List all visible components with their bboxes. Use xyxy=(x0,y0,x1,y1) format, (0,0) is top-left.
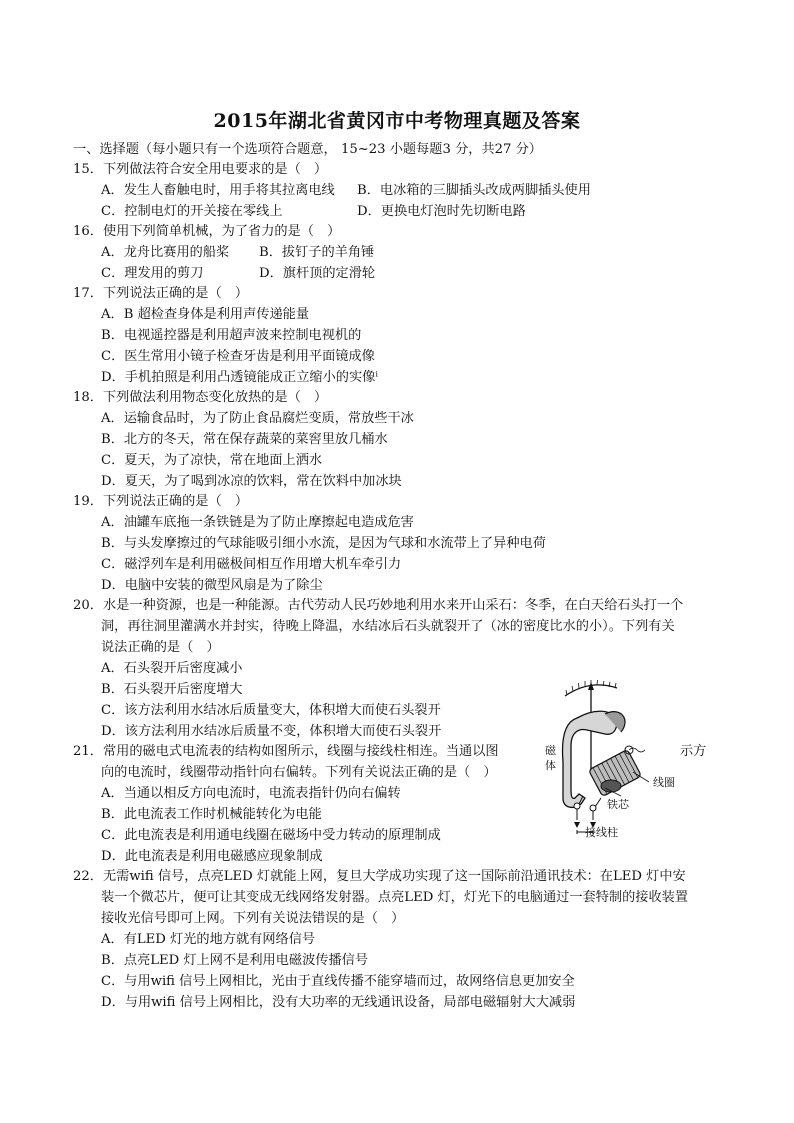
question-19-stem: 19．下列说法正确的是（ ） xyxy=(73,494,249,509)
question-22-option-a: A．有LED 灯光的地方就有网络信号 xyxy=(101,932,316,947)
page-title: 2015年湖北省黄冈市中考物理真题及答案 xyxy=(213,110,581,132)
question-16-stem: 16．使用下列简单机械，为了省力的是（ ） xyxy=(73,224,341,239)
terminal-left xyxy=(574,803,580,809)
question-22-stem-line2: 装一个微芯片，便可让其变成无线网络发射器。点亮LED 灯，灯光下的电脑通过一套特制的接收装置 xyxy=(101,890,689,905)
question-22-option-d: D．与用wifi 信号上网相比，没有大功率的无线通讯设备，局部电磁辐射大大减弱 xyxy=(101,995,576,1010)
question-15-option-c: C．控制电灯的开关接在零线上 xyxy=(101,204,283,219)
question-21-option-d: D．此电流表是利用电磁感应现象制成 xyxy=(101,849,323,864)
question-20-option-a: A．石头裂开后密度减小 xyxy=(101,661,243,676)
question-16-option-b: B．拔钉子的羊角锤 xyxy=(259,245,375,260)
question-17-option-a: A．B 超检查身体是利用声传递能量 xyxy=(101,307,310,322)
question-15-stem: 15．下列做法符合安全用电要求的是（ ） xyxy=(73,162,328,177)
question-15-option-d: D．更换电灯泡时先切断电路 xyxy=(357,204,526,219)
question-22-option-c: C．与用wifi 信号上网相比，光由于直线传播不能穿墙而过，故网络信息更加安全 xyxy=(101,974,575,989)
question-21-stem-line1: 21．常用的磁电式电流表的结构如图所示，线圈与接线柱相连。当通以图 xyxy=(73,744,499,759)
question-17-option-d: D．手机拍照是利用凸透镜能成正立缩小的实像ⁱ xyxy=(101,370,378,385)
terminal-right xyxy=(590,805,596,811)
question-22-option-b: B．点亮LED 灯上网不是利用电磁波传播信号 xyxy=(101,953,369,968)
question-18-option-b: B．北方的冬天，常在保存蔬菜的菜窖里放几桶水 xyxy=(101,432,388,447)
label-magnet: 磁 xyxy=(545,744,556,757)
question-20-stem-line2: 洞，再往洞里灌满水并封实，待晚上降温，水结冰后石头就裂开了（冰的密度比水的小）。下列有关 xyxy=(101,619,675,634)
question-16-option-a: A．龙舟比赛用的船桨 xyxy=(101,245,230,260)
question-15-option-a: A．发生人畜触电时，用手将其拉离电线 xyxy=(101,183,335,198)
question-19-option-c: C．磁浮列车是利用磁极间相互作用增大机车牵引力 xyxy=(101,557,402,572)
question-21-stem-line1-end: 示方 xyxy=(680,744,707,759)
section-heading: 一、选择题（每小题只有一个选项符合题意， 15~23 小题每题3 分，共27 分） xyxy=(73,142,542,157)
question-17-option-b: B．电视遥控器是利用超声波来控制电视机的 xyxy=(101,328,362,343)
label-coil: 线圈 xyxy=(653,776,675,789)
question-19-option-b: B．与头发摩擦过的气球能吸引细小水流，是因为气球和水流带上了异种电荷 xyxy=(101,536,546,551)
question-21-option-a: A．当通以相反方向电流时，电流表指针仍向右偏转 xyxy=(101,786,401,801)
question-16-option-c: C．理发用的剪刀 xyxy=(101,266,204,281)
iron-core xyxy=(601,780,621,792)
question-19-option-d: D．电脑中安装的微型风扇是为了除尘 xyxy=(101,578,323,593)
question-19-option-a: A．油罐车底拖一条铁链是为了防止摩擦起电造成危害 xyxy=(101,515,414,530)
galvanometer-diagram xyxy=(545,676,705,838)
label-iron-core: 铁芯 xyxy=(607,798,629,811)
question-20-option-b: B．石头裂开后密度增大 xyxy=(101,682,243,697)
label-terminal: 接线柱 xyxy=(585,826,618,838)
question-17-option-c: C．医生常用小镜子检查牙齿是利用平面镜成像 xyxy=(101,349,375,364)
question-18-option-c: C．夏天，为了凉快，常在地面上洒水 xyxy=(101,453,323,468)
question-21-option-b: B．此电流表工作时机械能转化为电能 xyxy=(101,807,322,822)
question-20-stem-line3: 说法正确的是（ ） xyxy=(101,640,220,655)
question-15-option-b: B．电冰箱的三脚插头改成两脚插头使用 xyxy=(357,183,591,198)
question-17-stem: 17．下列说法正确的是（ ） xyxy=(73,286,249,301)
question-18-option-a: A．运输食品时，为了防止食品腐烂变质，常放些干冰 xyxy=(101,411,414,426)
question-20-stem-line1: 20．水是一种资源，也是一种能源。古代劳动人民巧妙地利用水来开山采石：冬季，在白天给石头打一个 xyxy=(73,598,684,613)
question-22-stem-line1: 22．无需wifi 信号，点亮LED 灯就能上网，复旦大学成功实现了这一国际前沿通讯技术：在LED 灯中安 xyxy=(73,869,686,884)
question-21-option-c: C．此电流表是利用通电线圈在磁场中受力转动的原理制成 xyxy=(101,828,441,843)
question-22-stem-line3: 接收光信号即可上网。下列有关说法错误的是（ ） xyxy=(101,911,405,926)
question-16-option-d: D．旗杆顶的定滑轮 xyxy=(259,266,376,281)
galvanometer-figure xyxy=(545,676,705,838)
question-20-option-c: C．该方法利用水结冰后质量变大，体积增大而使石头裂开 xyxy=(101,703,441,718)
question-18-stem: 18．下列做法利用物态变化放热的是（ ） xyxy=(73,390,328,405)
question-21-stem-line2: 向的电流时，线圈带动指针向右偏转。下列有关说法正确的是（ ） xyxy=(101,765,497,780)
question-18-option-d: D．夏天，为了喝到冰凉的饮料，常在饮料中加冰块 xyxy=(101,474,402,489)
label-body: 体 xyxy=(545,759,556,772)
question-20-option-d: D．该方法利用水结冰后质量不变，体积增大而使石头裂开 xyxy=(101,724,442,739)
